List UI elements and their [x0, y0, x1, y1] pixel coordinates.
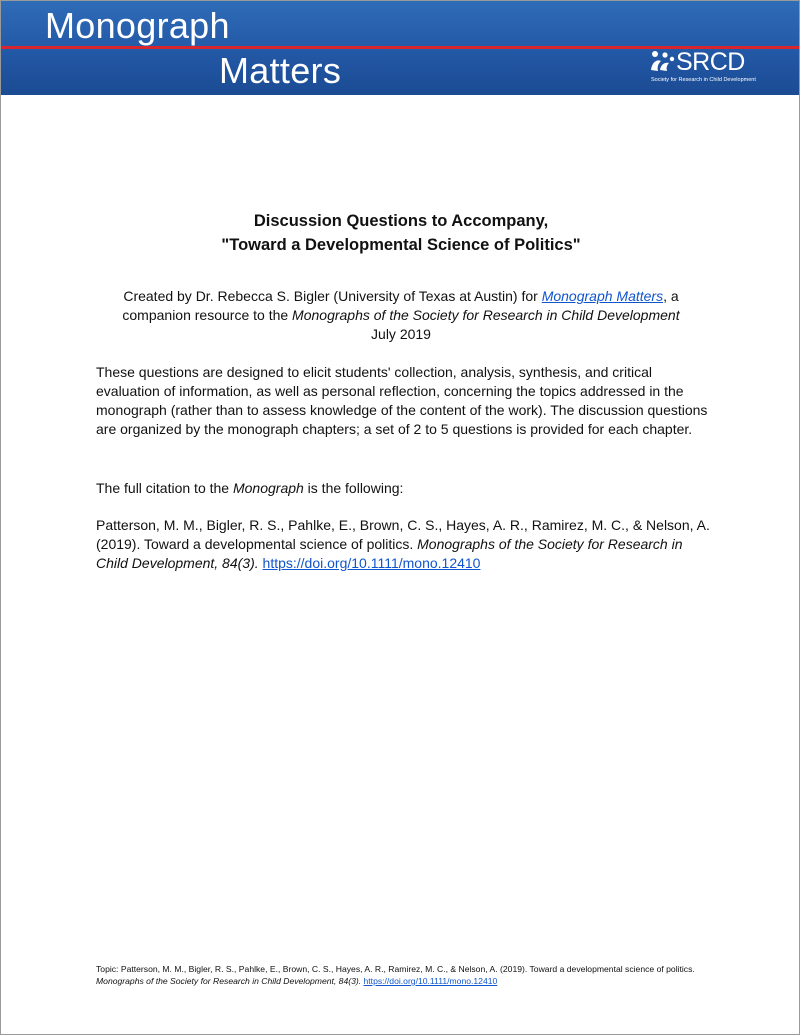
srcd-figures-icon	[649, 50, 677, 74]
srcd-logo-tagline: Society for Research in Child Development	[651, 77, 756, 83]
intro-paragraph: These questions are designed to elicit students' collection, analysis, synthesis, and critical evaluation of information, as well as personal reflection, concerning the topics addressed in the monograph (rather than to assess knowledge of the content of the work). The discussion questions are organized by the monograph chapters; a set of 2 to 5 questions is provided for each chapter.	[96, 364, 708, 437]
footer-doi-link[interactable]: https://doi.org/10.1111/mono.12410	[363, 976, 498, 986]
srcd-logo	[649, 47, 759, 87]
credit-date: July 2019	[371, 326, 431, 342]
document-title	[96, 209, 706, 257]
credit-text: Created by Dr. Rebecca S. Bigler (University of Texas at Austin) for	[123, 288, 542, 304]
credit-text-mid: , a companion resource to the	[122, 288, 679, 323]
header-banner	[1, 1, 799, 95]
srcd-logo-text: SRCD	[676, 48, 745, 76]
title-line-2: "Toward a Developmental Science of Politics"	[221, 236, 581, 254]
page-footer	[96, 963, 716, 987]
citation-journal: Monographs of the Society for Research in Child Development, 84(3).	[96, 536, 683, 571]
title-line-1: Discussion Questions to Accompany,	[253, 212, 549, 230]
citation-intro: The full citation to the Monograph is the following:	[96, 480, 404, 496]
footer-authors: Patterson, M. M., Bigler, R. S., Pahlke, E., Brown, C. S., Hayes, A. R., Ramirez, M. C., & Nelson, A. (2019). Toward a developmental science of politics.	[120, 964, 695, 974]
journal-name: Monographs of the Society for Research in Child Development	[292, 307, 680, 323]
monograph-matters-link[interactable]: Monograph Matters	[541, 288, 664, 304]
brand-title-line1: Monograph	[45, 5, 230, 46]
footer-label: Topic:	[96, 964, 121, 974]
citation-authors: Patterson, M. M., Bigler, R. S., Pahlke, E., Brown, C. S., Hayes, A. R., Ramirez, M. C., & Nelson, A. (2019). Toward a developmental science of politics.	[96, 517, 710, 552]
brand-title-line2: Matters	[219, 50, 342, 91]
citation-paragraph	[96, 516, 716, 573]
footer-journal: Monographs of the Society for Research in Child Development, 84(3).	[96, 976, 362, 986]
citation-doi-link[interactable]: https://doi.org/10.1111/mono.12410	[262, 555, 481, 571]
credit-block	[96, 287, 706, 344]
